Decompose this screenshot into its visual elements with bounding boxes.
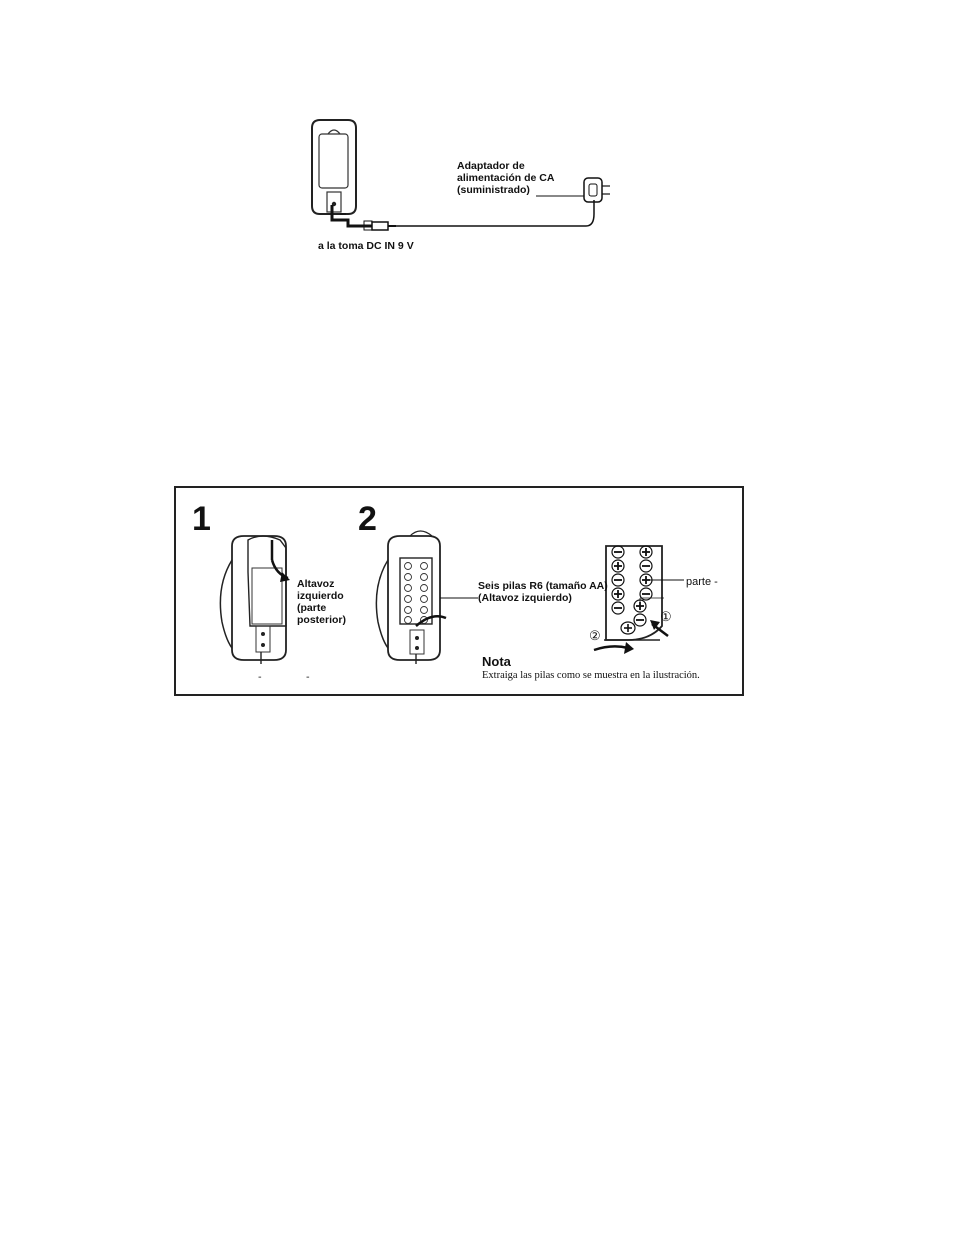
note-heading: Nota <box>482 654 511 669</box>
callout-2: ② <box>589 628 601 643</box>
svg-text:-: - <box>258 672 262 683</box>
step-1-label: Altavoz izquierdo (parte posterior) <box>297 578 347 626</box>
minus-side-label: parte - <box>686 576 718 588</box>
dc-jack-label: a la toma DC IN 9 V <box>318 240 414 252</box>
note-text: Extraiga las pilas como se muestra en la ilustración. <box>482 670 700 681</box>
callout-1: ① <box>660 609 672 624</box>
battery-label: Seis pilas R6 (tamaño AA) (Altavoz izquierdo) <box>478 580 608 604</box>
step-1-number: 1 <box>192 500 211 538</box>
svg-text:-: - <box>306 672 310 683</box>
adapter-label: Adaptador de alimentación de CA (suministrado) <box>457 160 555 196</box>
step-2-number: 2 <box>358 500 377 538</box>
